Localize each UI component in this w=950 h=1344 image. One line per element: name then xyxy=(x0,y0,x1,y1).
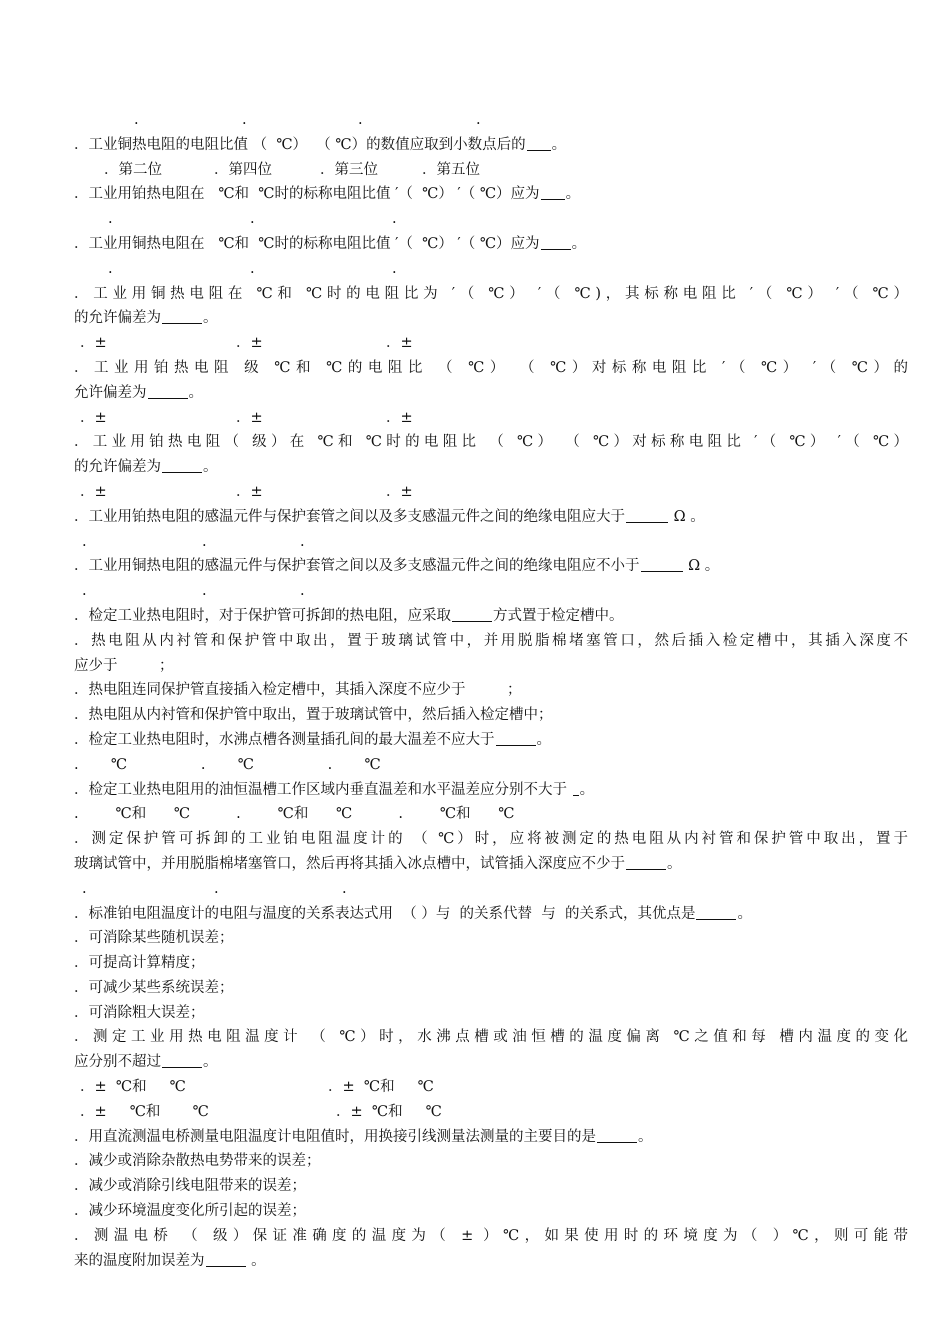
option-row xyxy=(74,877,908,902)
option-marker: . xyxy=(242,112,247,128)
question-text-end: 。 xyxy=(188,384,203,401)
question-text-end: 。 xyxy=(579,781,595,798)
question-text: 玻璃试管中，并用脱脂棉堵塞管口，然后再将其插入冰点槽中，试管插入深度应不少于 xyxy=(74,855,625,872)
question-text: 允许偏差为 xyxy=(74,384,147,401)
question-stem: ．工业用铜热电阻在 ℃和 ℃时的电阻比为 ′（ ℃） ′（ ℃)，其标称电阻比 ′（ ℃） ′（ ℃） xyxy=(74,285,908,302)
option-row xyxy=(74,1075,908,1100)
question-stem: ．测温电桥 （ 级）保证准确度的温度为（ ± ）℃，如果使用时的环境度为（ ）℃，则可能带 xyxy=(74,1227,908,1244)
question-stem-cont xyxy=(74,1249,908,1274)
option-marker[interactable]: . xyxy=(82,533,87,550)
question-stem xyxy=(74,133,908,158)
option-marker[interactable]: . xyxy=(250,260,255,277)
option-a[interactable]: ．± xyxy=(80,335,107,352)
option-a[interactable]: ．热电阻从内衬管和保护管中取出，置于玻璃试管中，并用脱脂棉堵塞管口，然后插入检定槽中，其插入深度不 xyxy=(74,632,908,649)
question-text-end: 。 xyxy=(203,1054,218,1071)
option-b[interactable]: ．热电阻连同保护管直接插入检定槽中，其插入深度不应少于 ； xyxy=(74,682,522,699)
option-marker[interactable]: . xyxy=(392,211,397,228)
question-text-end: 。 xyxy=(565,186,581,203)
option-b[interactable]: ．± xyxy=(236,483,263,500)
question-text: ．标准铂电阻温度计的电阻与温度的关系表达式用 （ ）与 的关系代替 与 的关系式，其优点是 xyxy=(74,905,696,922)
question-stem-cont xyxy=(74,852,908,877)
question-text: ．工业用铜热电阻的感温元件与保护套管之间以及多支感温元件之间的绝缘电阻应不小于 xyxy=(74,558,640,575)
option-row xyxy=(74,579,908,604)
option-b[interactable]: ．第四位 xyxy=(214,161,272,178)
answer-blank[interactable] xyxy=(641,556,683,572)
question-stem xyxy=(74,902,908,927)
answer-blank[interactable] xyxy=(162,1052,202,1068)
option-b[interactable]: ．减少或消除引线电阻带来的误差； xyxy=(74,1178,306,1195)
answer-blank[interactable] xyxy=(452,606,492,622)
question-text: 来的温度附加误差为 xyxy=(74,1252,205,1269)
answer-blank[interactable] xyxy=(162,457,202,473)
answer-blank[interactable] xyxy=(162,308,202,324)
question-text: ．工业用铂热电阻在 ℃和 ℃时的标称电阻比值 ′（ ℃） ′（ ℃）应为 xyxy=(74,186,540,203)
option-row xyxy=(74,406,908,431)
question-stem: ．测定工业用热电阻温度计 （ ℃）时，水沸点槽或油恒槽的温度偏离 ℃之值和每 槽内温度的变化 xyxy=(74,1029,908,1046)
question-text-end: 。 xyxy=(571,235,587,252)
question-text: ．工业用铜热电阻在 ℃和 ℃时的标称电阻比值 ′（ ℃） ′（ ℃）应为 xyxy=(74,235,540,252)
question-text-end: 。 xyxy=(638,1128,653,1145)
question-text: ．检定工业热电阻时，水沸点槽各测量插孔间的最大温差不应大于 xyxy=(74,731,495,748)
question-stem: ．工业用铂热电阻（ 级）在 ℃和 ℃时的电阻比 （ ℃） （ ℃）对标称电阻比 ′（ ℃） ′（ ℃） xyxy=(74,434,908,451)
question-stem xyxy=(74,505,908,530)
option-c[interactable]: ．热电阻从内衬管和保护管中取出，置于玻璃试管中，然后插入检定槽中； xyxy=(74,707,553,724)
option-marker[interactable]: . xyxy=(342,880,347,897)
question-stem-cont xyxy=(74,455,908,480)
answer-blank[interactable] xyxy=(148,383,188,399)
answer-blank[interactable] xyxy=(541,184,565,200)
question-text-end: 。 xyxy=(203,310,218,327)
answer-blank[interactable] xyxy=(541,234,571,250)
question-text: ．检定工业热电阻用的油恒温槽工作区域内垂直温差和水平温差应分别不大于 xyxy=(74,781,572,798)
question-text: ．工业铜热电阻的电阻比值 （ ℃） （ ℃）的数值应取到小数点后的 xyxy=(74,136,526,153)
answer-blank[interactable] xyxy=(527,135,551,151)
option-a[interactable]: ．第二位 xyxy=(104,161,162,178)
answer-blank[interactable] xyxy=(696,904,736,920)
answer-blank[interactable] xyxy=(496,730,536,746)
option-marker[interactable]: . xyxy=(300,533,305,550)
option-row xyxy=(74,1100,908,1125)
question-text-end: 。 xyxy=(667,855,682,872)
option-a[interactable]: ．± xyxy=(80,409,107,426)
question-text: 的允许偏差为 xyxy=(74,459,161,476)
option-marker: . xyxy=(134,112,139,128)
option-row xyxy=(74,530,908,555)
option-row xyxy=(74,207,908,232)
option-c[interactable]: ．± xyxy=(386,335,413,352)
option-b[interactable]: ．可提高计算精度； xyxy=(74,955,205,972)
question-stem xyxy=(74,778,908,803)
option-marker[interactable]: . xyxy=(202,533,207,550)
option-row xyxy=(74,108,908,133)
option-d[interactable]: ．第五位 xyxy=(422,161,480,178)
answer-blank[interactable] xyxy=(206,1251,246,1267)
option-row xyxy=(74,158,908,183)
question-stem xyxy=(74,554,908,579)
answer-blank[interactable] xyxy=(573,780,579,796)
question-stem xyxy=(74,728,908,753)
option-row xyxy=(74,331,908,356)
option-marker: . xyxy=(476,112,481,128)
option-b[interactable]: ．± xyxy=(236,335,263,352)
answer-blank[interactable] xyxy=(626,507,668,523)
question-stem xyxy=(74,604,908,629)
question-text-end: 。 xyxy=(551,136,567,153)
option-marker[interactable]: . xyxy=(392,260,397,277)
question-text: ．检定工业热电阻时，对于保护管可拆卸的热电阻，应采取 xyxy=(74,607,451,624)
option-c[interactable]: ．减少环境温度变化所引起的误差； xyxy=(74,1203,306,1220)
option-c[interactable]: ．± xyxy=(386,409,413,426)
answer-blank[interactable] xyxy=(626,854,666,870)
option-marker[interactable]: . xyxy=(300,583,305,600)
option-a[interactable]: ．减少或消除杂散热电势带来的误差； xyxy=(74,1153,321,1170)
option-marker[interactable]: . xyxy=(82,880,87,897)
question-stem-cont xyxy=(74,1050,908,1075)
question-stem xyxy=(74,182,908,207)
option-row[interactable]: . ℃和 ℃ . ℃和 ℃ . ℃和 ℃ xyxy=(74,806,515,823)
question-text-end: 。 xyxy=(737,905,752,922)
answer-blank[interactable] xyxy=(597,1127,637,1143)
question-stem-cont xyxy=(74,381,908,406)
option-a[interactable]: ．± xyxy=(80,483,107,500)
question-text: ．工业用铂热电阻的感温元件与保护套管之间以及多支感温元件之间的绝缘电阻应大于 xyxy=(74,508,625,525)
option-row xyxy=(74,257,908,282)
option-c[interactable]: ．± ℃和 ℃ xyxy=(80,1103,209,1120)
option-marker: . xyxy=(358,112,363,128)
question-text: ．用直流测温电桥测量电阻温度计电阻值时，用换接引线测量法测量的主要目的是 xyxy=(74,1128,596,1145)
option-row xyxy=(74,480,908,505)
question-stem: ．工业用铂热电阻 级 ℃和 ℃的电阻比 （ ℃） （ ℃）对标称电阻比 ′（ ℃） ′（ ℃）的 xyxy=(74,359,908,376)
option-marker[interactable]: . xyxy=(202,583,207,600)
question-stem: ．测定保护管可拆卸的工业铂电阻温度计的 （ ℃）时，应将被测定的热电阻从内衬管和保护管中取出，置于 xyxy=(74,831,908,848)
option-b[interactable]: ．± xyxy=(236,409,263,426)
option-marker[interactable]: . xyxy=(108,211,113,228)
question-text-end: 。 xyxy=(536,731,551,748)
question-stem xyxy=(74,1125,908,1150)
question-text-end: 。 xyxy=(203,459,218,476)
option-marker[interactable]: . xyxy=(108,260,113,277)
question-text-end: Ω 。 xyxy=(683,558,720,575)
option-marker[interactable]: . xyxy=(250,211,255,228)
option-d[interactable]: ．可消除粗大误差； xyxy=(74,1004,205,1021)
option-a[interactable]: ．可消除某些随机误差； xyxy=(74,930,234,947)
option-a[interactable]: ．± ℃和 ℃ xyxy=(80,1079,186,1096)
option-c[interactable]: ．可减少某些系统误差； xyxy=(74,979,234,996)
option-d[interactable]: ．± ℃和 ℃ xyxy=(336,1103,442,1120)
question-text-end: 。 xyxy=(246,1252,266,1269)
question-text-end: 方式置于检定槽中。 xyxy=(493,607,624,624)
question-text-end: Ω 。 xyxy=(669,508,705,525)
question-text: 的允许偏差为 xyxy=(74,310,161,327)
option-b[interactable]: ．± ℃和 ℃ xyxy=(328,1079,434,1096)
option-c[interactable]: ．第三位 xyxy=(320,161,378,178)
question-stem-cont xyxy=(74,306,908,331)
question-stem xyxy=(74,232,908,257)
option-marker[interactable]: . xyxy=(214,880,219,897)
option-a-cont: 应少于 ； xyxy=(74,657,174,674)
option-marker[interactable]: . xyxy=(82,583,87,600)
option-row[interactable]: . ℃ . ℃ . ℃ xyxy=(74,756,381,773)
document-page xyxy=(74,108,908,1273)
option-c[interactable]: ．± xyxy=(386,483,413,500)
question-text: 应分别不超过 xyxy=(74,1054,161,1071)
